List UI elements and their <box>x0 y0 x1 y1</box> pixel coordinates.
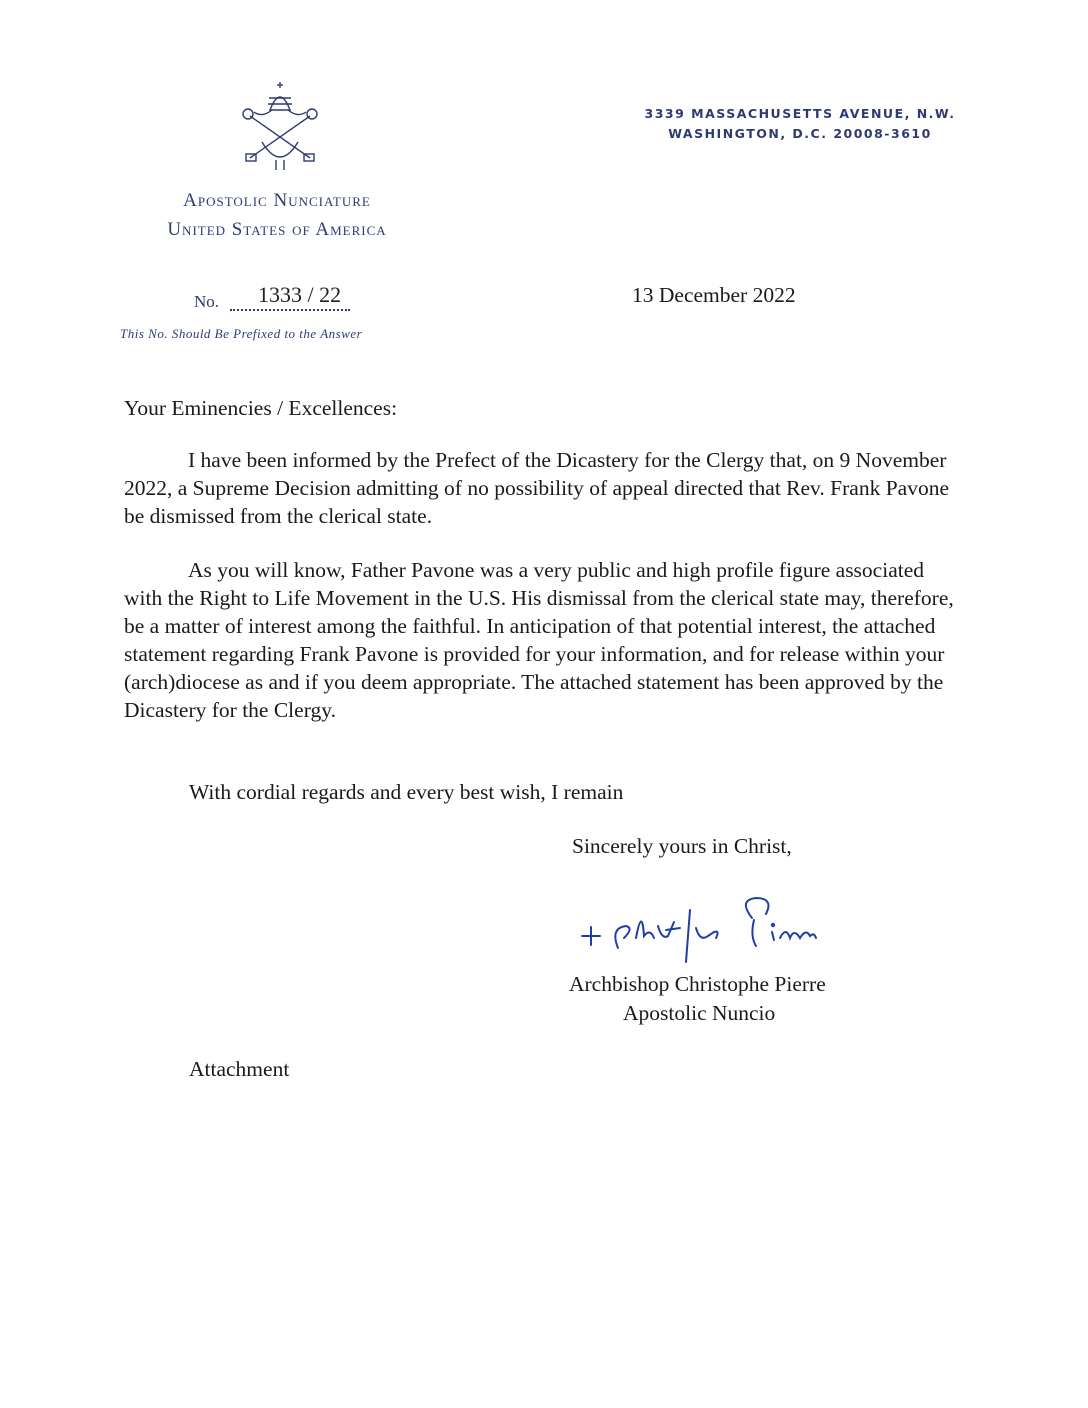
org-line-1: Apostolic Nunciature <box>183 190 371 211</box>
reference-number: 1333 / 22 <box>258 282 342 307</box>
attachment-label: Attachment <box>189 1057 290 1081</box>
signer-name: Archbishop Christophe Pierre <box>569 972 826 996</box>
address-line-2: WASHINGTON, D.C. 20008-3610 <box>668 126 932 141</box>
org-line-2: United States of America <box>167 219 387 240</box>
signer-title: Apostolic Nuncio <box>623 1001 776 1025</box>
paragraph-2-text: As you will know, Father Pavone was a very public and high profile figure associated with the Right to Life Movement in the U.S. His dismissal from the clerical state may, therefore, be a matter of interest among the faithful. In anticipation of that potential interest, the attached statement regarding Frank Pavone is provided for your information, and for release within your (arch)diocese as and if you deem appropriate. The attached statement has been approved by the Dicastery for the Clergy. <box>124 558 954 722</box>
mailing-address <box>600 104 1000 144</box>
papal-coat-of-arms-icon <box>232 80 328 172</box>
closing-line: With cordial regards and every best wish, I remain <box>189 780 624 804</box>
reference-note: This No. Should Be Prefixed to the Answer <box>120 326 363 341</box>
handwritten-signature <box>570 880 850 970</box>
salutation: Your Eminencies / Excellences: <box>124 396 398 420</box>
paragraph-2 <box>124 556 964 724</box>
issuer-name <box>112 186 442 244</box>
paragraph-1 <box>124 446 964 530</box>
reference-label: No. <box>194 292 220 311</box>
address-line-1: 3339 MASSACHUSETTS AVENUE, N.W. <box>644 106 956 121</box>
valediction: Sincerely yours in Christ, <box>572 834 792 858</box>
paragraph-1-text: I have been informed by the Prefect of the Dicastery for the Clergy that, on 9 November 2022, a Supreme Decision admitting of no possibility of appeal directed that Rev. Frank Pavone be dismissed from the clerical state. <box>124 448 949 528</box>
letter-date: 13 December 2022 <box>632 283 796 307</box>
